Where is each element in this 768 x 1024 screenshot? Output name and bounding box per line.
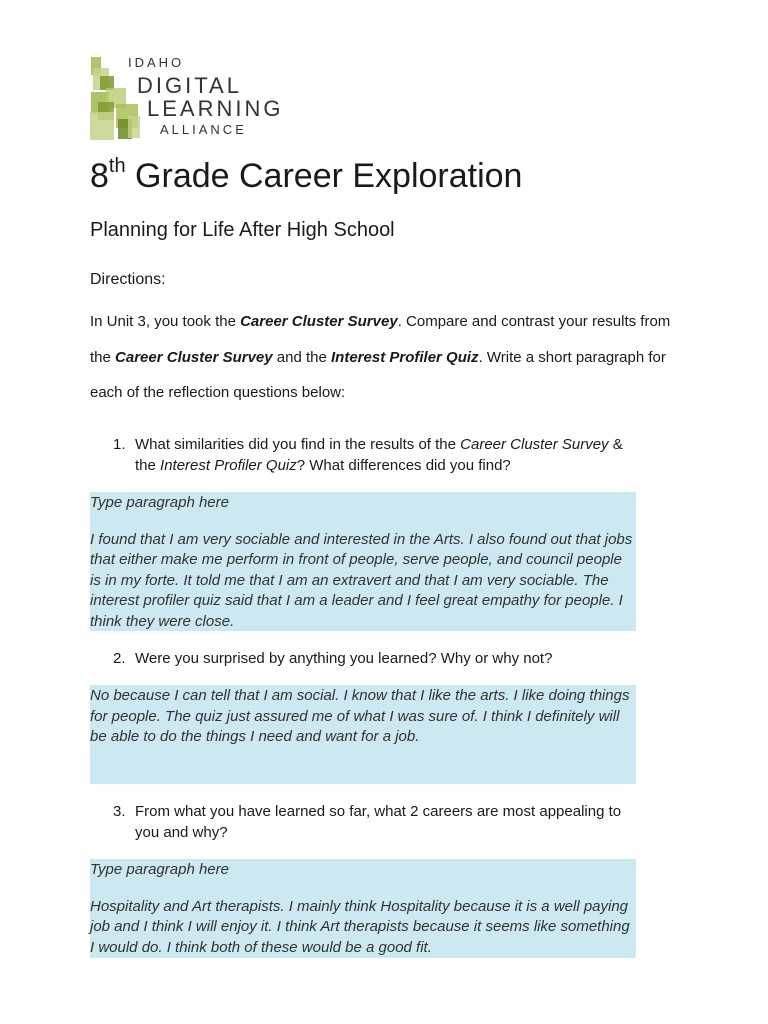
logo-alliance: ALLIANCE: [160, 122, 247, 137]
logo-learning: LEARNING: [147, 96, 284, 121]
question-text: What similarities did you find in the results of the Career Cluster Survey & the Interest Profiler Quiz? What differences did you find?: [135, 436, 623, 474]
answer-placeholder: Type paragraph here: [90, 861, 229, 878]
answer-box-1[interactable]: [90, 492, 636, 631]
question-number: 2.: [113, 650, 126, 667]
question-3: [113, 802, 635, 843]
logo: [88, 54, 298, 144]
answer-placeholder: Type paragraph here: [90, 494, 229, 511]
subtitle: Planning for Life After High School: [90, 219, 395, 241]
answer-box-3[interactable]: [90, 859, 636, 958]
directions-label: Directions:: [90, 271, 166, 288]
logo-idaho: IDAHO: [128, 55, 185, 70]
title-number: 8: [90, 157, 109, 195]
answer-text: No because I can tell that I am social. I know that I like the arts. I like doing things for people. The quiz just assured me of what I was sure of. I think I definitely will be able to do the things I need and want for a job.: [90, 687, 630, 746]
question-number: 1.: [113, 436, 126, 453]
title-ordinal: th: [108, 155, 126, 177]
page-title: [90, 157, 522, 196]
title-text: Grade Career Exploration: [125, 157, 523, 195]
question-number: 3.: [113, 803, 126, 820]
answer-box-2[interactable]: [90, 685, 636, 784]
directions-text: In Unit 3, you took the Career Cluster Survey. Compare and contrast your results from the Career Cluster Survey and the Interest Profiler Quiz. Write a short paragraph for each of the reflection questions below:: [90, 313, 671, 401]
answer-text: Hospitality and Art therapists. I mainly think Hospitality because it is a well paying job and I think I will enjoy it. I think Art therapists because it seems like something I would do. I think both of these would be a good fit.: [90, 897, 630, 956]
question-2: [113, 649, 635, 670]
logo-digital: DIGITAL: [137, 73, 242, 98]
answer-text: I found that I am very sociable and interested in the Arts. I also found out that jobs that either make me perform in front of people, serve people, and council people is in my forte. It told me that I am an extravert and that I am very sociable. The interest profiler quiz said that I am a leader and I feel great empathy for people. I think they were close.: [90, 530, 633, 630]
question-text: From what you have learned so far, what 2 careers are most appealing to you and why?: [135, 803, 622, 841]
question-1: [113, 435, 635, 476]
question-text: Were you surprised by anything you learned? Why or why not?: [135, 650, 553, 667]
